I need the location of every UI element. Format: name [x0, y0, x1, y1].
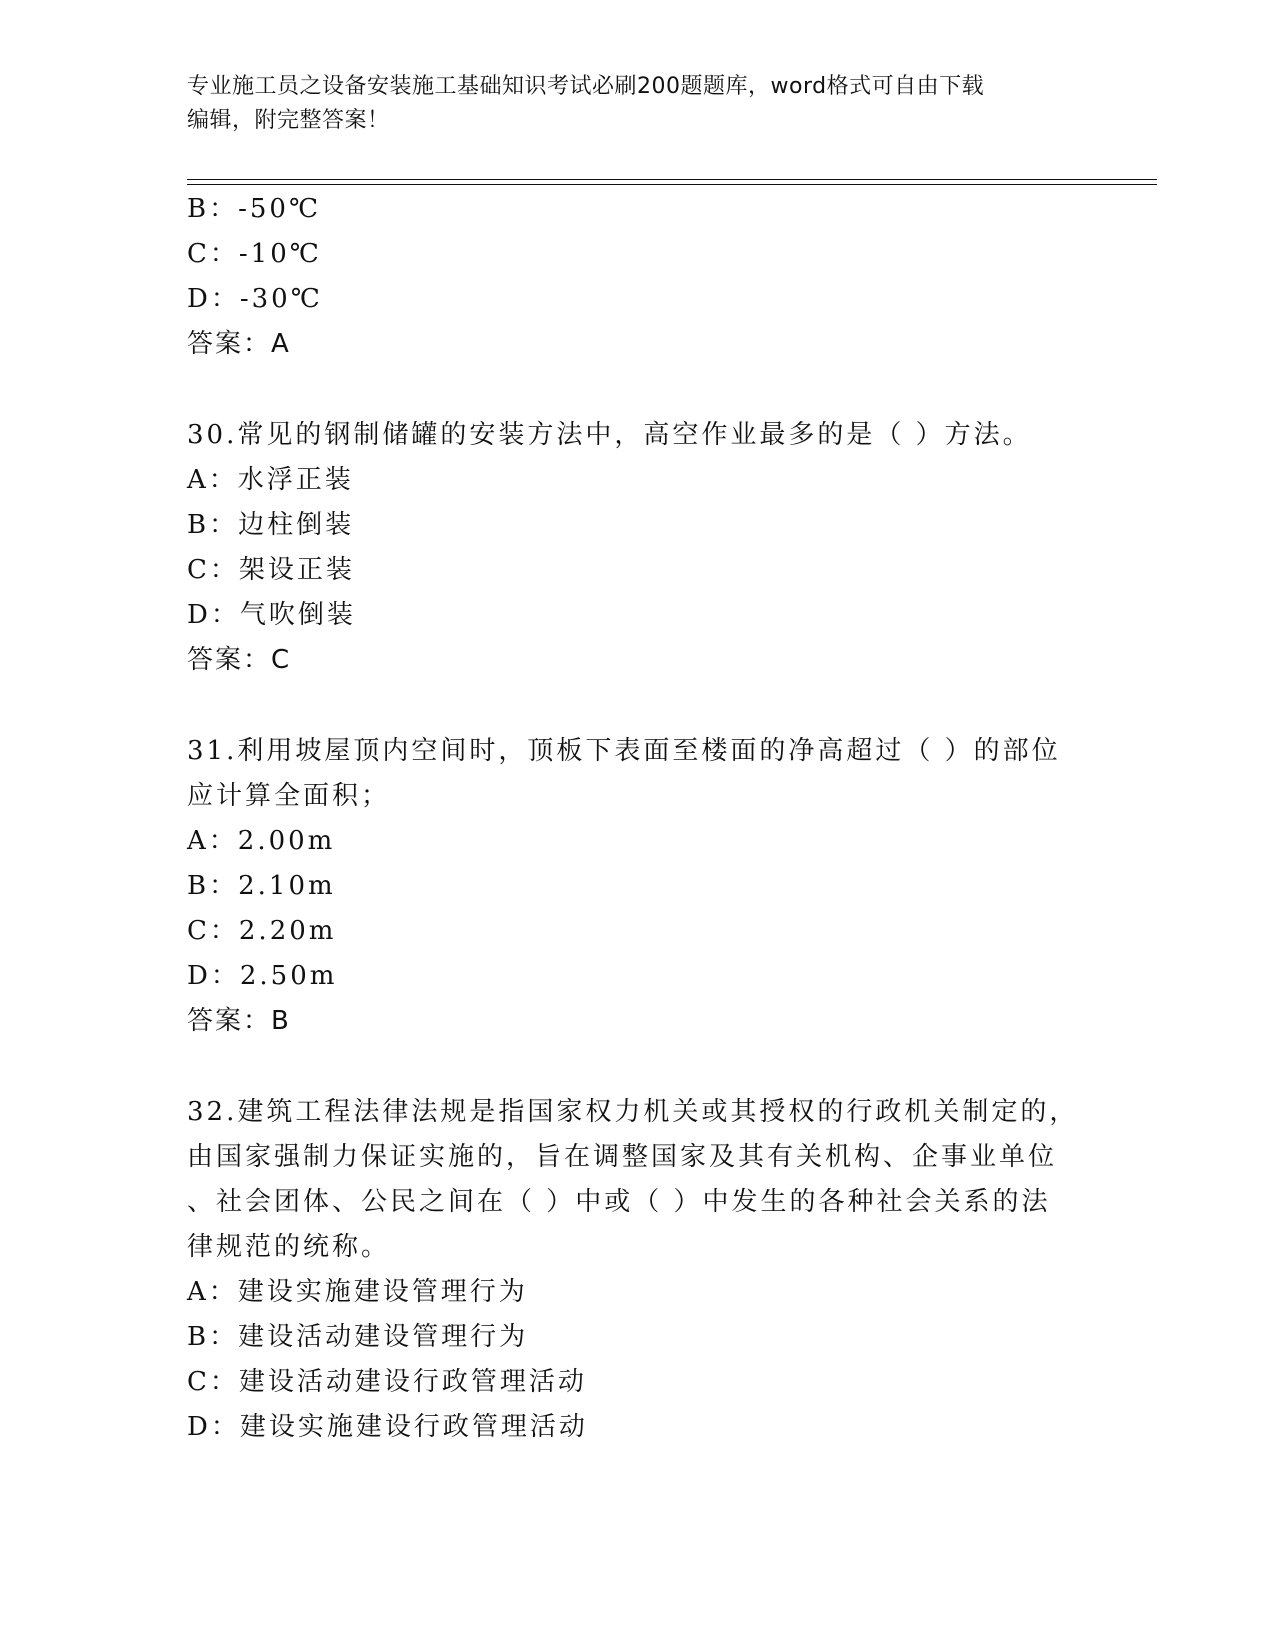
q30-answer: 答案：C: [187, 645, 292, 675]
q32-option-b: B：建设活动建设管理行为: [187, 1322, 529, 1352]
q31-stem-line2: 应计算全面积；: [187, 781, 391, 811]
q29-answer: 答案：A: [187, 329, 291, 359]
q29-option-c: C：-10℃: [187, 239, 322, 269]
q32-option-d: D：建设实施建设行政管理活动: [187, 1412, 588, 1442]
q31-answer: 答案：B: [187, 1006, 291, 1036]
q29-option-d: D：-30℃: [187, 284, 323, 314]
q30-option-a: A：水浮正装: [187, 465, 354, 495]
header-title-line1: 专业施工员之设备安装施工基础知识考试必刷200题题库，word格式可自由下载: [187, 74, 985, 99]
q30-stem: 30.常见的钢制储罐的安装方法中，高空作业最多的是（ ）方法。: [187, 420, 1032, 450]
document-header: [187, 70, 1067, 138]
q31-option-d: D：2.50m: [187, 961, 338, 991]
q32-stem-line3: 、社会团体、公民之间在（ ）中或（ ）中发生的各种社会关系的法: [187, 1187, 1051, 1217]
q32-option-a: A：建设实施建设管理行为: [187, 1277, 528, 1307]
q31-option-c: C：2.20m: [187, 916, 337, 946]
header-divider-top: [187, 179, 1157, 180]
header-divider-bottom: [187, 184, 1157, 185]
q31-stem-line1: 31.利用坡屋顶内空间时，顶板下表面至楼面的净高超过（ ）的部位: [187, 736, 1061, 766]
q29-option-b: B：-50℃: [187, 194, 322, 224]
q30-option-c: C：架设正装: [187, 555, 355, 585]
q31-option-b: B：2.10m: [187, 871, 336, 901]
q32-stem-line4: 律规范的统称。: [187, 1232, 391, 1262]
header-title-line2: 编辑，附完整答案！: [187, 108, 390, 133]
q32-stem-line2: 由国家强制力保证实施的，旨在调整国家及其有关机构、企事业单位: [187, 1142, 1058, 1172]
q31-option-a: A：2.00m: [187, 826, 336, 856]
q30-option-b: B：边柱倒装: [187, 510, 355, 540]
q32-stem-line1: 32.建筑工程法律法规是指国家权力机关或其授权的行政机关制定的，: [187, 1097, 1079, 1127]
q32-option-c: C：建设活动建设行政管理活动: [187, 1367, 587, 1397]
q30-option-d: D：气吹倒装: [187, 600, 356, 630]
